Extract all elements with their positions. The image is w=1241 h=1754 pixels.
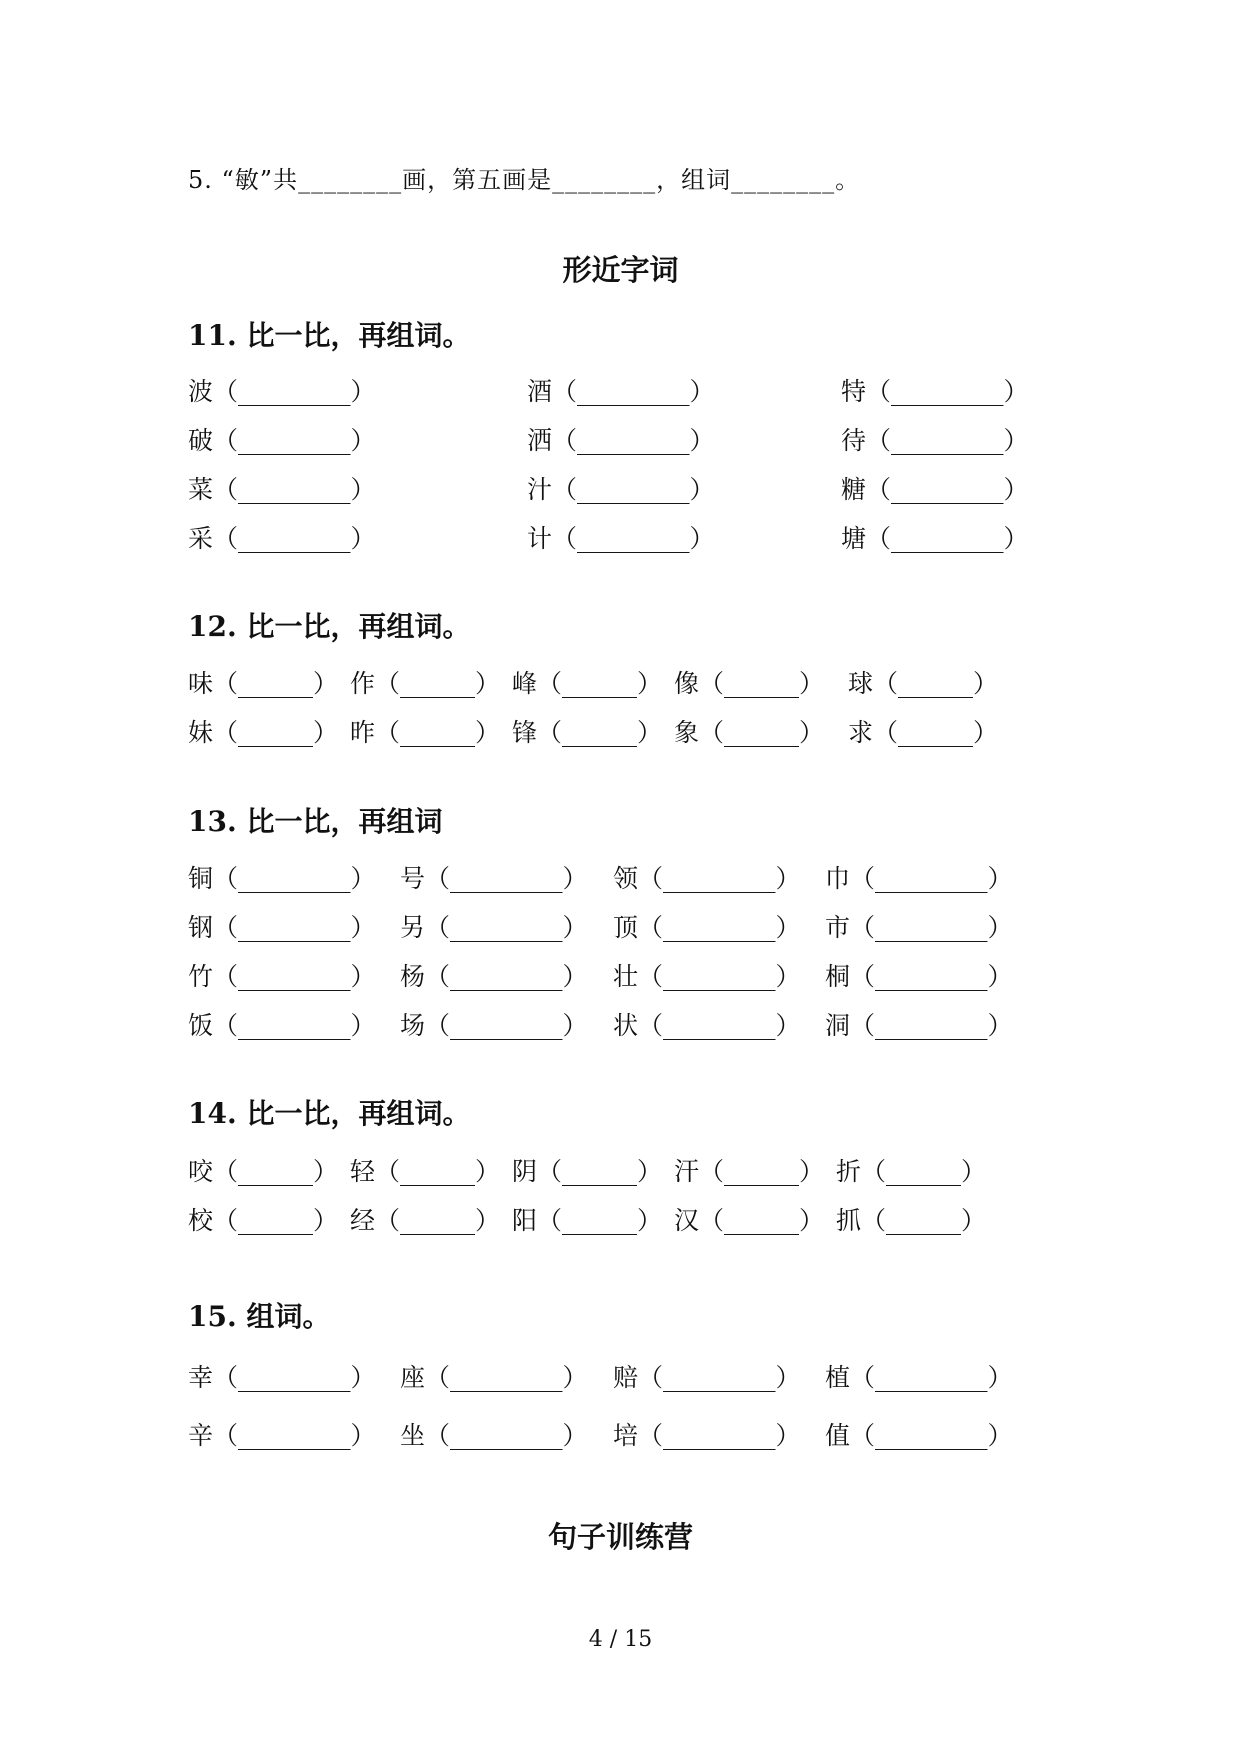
q13-item: 饭（_________） bbox=[188, 1011, 376, 1040]
section-title-sentence-camp: 句子训练营 bbox=[547, 1520, 693, 1554]
q15-item: 培（_________） bbox=[613, 1421, 801, 1450]
q13-item: 洞（_________） bbox=[825, 1011, 1013, 1040]
q15-item: 座（_________） bbox=[400, 1363, 588, 1392]
q14-item: 经（______） bbox=[350, 1206, 501, 1235]
q11-item: 破（_________） bbox=[188, 426, 376, 455]
q13-item: 另（_________） bbox=[400, 913, 588, 942]
q11-item: 波（_________） bbox=[188, 377, 376, 406]
q13-item: 顶（_________） bbox=[613, 913, 801, 942]
q11-item: 待（_________） bbox=[841, 426, 1029, 455]
q12-item: 球（______） bbox=[848, 669, 999, 698]
q12-item: 妹（______） bbox=[188, 718, 339, 747]
q12-item: 锋（______） bbox=[512, 718, 663, 747]
q12-item: 象（______） bbox=[674, 718, 825, 747]
page-number: 4 / 15 bbox=[588, 1627, 653, 1652]
question-12-title: 12. 比一比，再组词。 bbox=[188, 610, 471, 643]
q12-item: 味（______） bbox=[188, 669, 339, 698]
q11-item: 特（_________） bbox=[841, 377, 1029, 406]
section-title-shape-similar: 形近字词 bbox=[562, 253, 679, 287]
q13-item: 桐（_________） bbox=[825, 962, 1013, 991]
q11-item: 塘（_________） bbox=[841, 524, 1029, 553]
q11-item: 酒（_________） bbox=[527, 377, 715, 406]
q11-item: 计（_________） bbox=[527, 524, 715, 553]
q13-item: 杨（_________） bbox=[400, 962, 588, 991]
q13-item: 巾（_________） bbox=[825, 864, 1013, 893]
question-5: 5. “敏”共________画，第五画是________，组词________。 bbox=[188, 166, 861, 194]
q11-item: 洒（_________） bbox=[527, 426, 715, 455]
q13-item: 竹（_________） bbox=[188, 962, 376, 991]
q12-item: 峰（______） bbox=[512, 669, 663, 698]
q15-item: 坐（_________） bbox=[400, 1421, 588, 1450]
q11-item: 糖（_________） bbox=[841, 475, 1029, 504]
q12-item: 像（______） bbox=[674, 669, 825, 698]
q13-item: 壮（_________） bbox=[613, 962, 801, 991]
q12-item: 求（______） bbox=[848, 718, 999, 747]
q11-item: 汁（_________） bbox=[527, 475, 715, 504]
q13-item: 市（_________） bbox=[825, 913, 1013, 942]
q13-item: 领（_________） bbox=[613, 864, 801, 893]
q13-item: 号（_________） bbox=[400, 864, 588, 893]
q14-item: 咬（______） bbox=[188, 1157, 339, 1186]
q14-item: 校（______） bbox=[188, 1206, 339, 1235]
q14-item: 折（______） bbox=[836, 1157, 987, 1186]
question-15-title: 15. 组词。 bbox=[188, 1300, 331, 1333]
q15-item: 赔（_________） bbox=[613, 1363, 801, 1392]
q14-item: 阴（______） bbox=[512, 1157, 663, 1186]
q13-item: 状（_________） bbox=[613, 1011, 801, 1040]
q11-item: 采（_________） bbox=[188, 524, 376, 553]
q15-item: 植（_________） bbox=[825, 1363, 1013, 1392]
question-13-title: 13. 比一比，再组词 bbox=[188, 805, 443, 838]
q15-item: 值（_________） bbox=[825, 1421, 1013, 1450]
q14-item: 轻（______） bbox=[350, 1157, 501, 1186]
q13-item: 铜（_________） bbox=[188, 864, 376, 893]
q14-item: 汉（______） bbox=[674, 1206, 825, 1235]
q13-item: 钢（_________） bbox=[188, 913, 376, 942]
q13-item: 场（_________） bbox=[400, 1011, 588, 1040]
question-11-title: 11. 比一比，再组词。 bbox=[188, 319, 471, 352]
q11-item: 菜（_________） bbox=[188, 475, 376, 504]
q15-item: 幸（_________） bbox=[188, 1363, 376, 1392]
q12-item: 昨（______） bbox=[350, 718, 501, 747]
question-14-title: 14. 比一比，再组词。 bbox=[188, 1097, 471, 1130]
q12-item: 作（______） bbox=[350, 669, 501, 698]
q14-item: 阳（______） bbox=[512, 1206, 663, 1235]
q14-item: 抓（______） bbox=[836, 1206, 987, 1235]
q14-item: 汗（______） bbox=[674, 1157, 825, 1186]
q15-item: 辛（_________） bbox=[188, 1421, 376, 1450]
